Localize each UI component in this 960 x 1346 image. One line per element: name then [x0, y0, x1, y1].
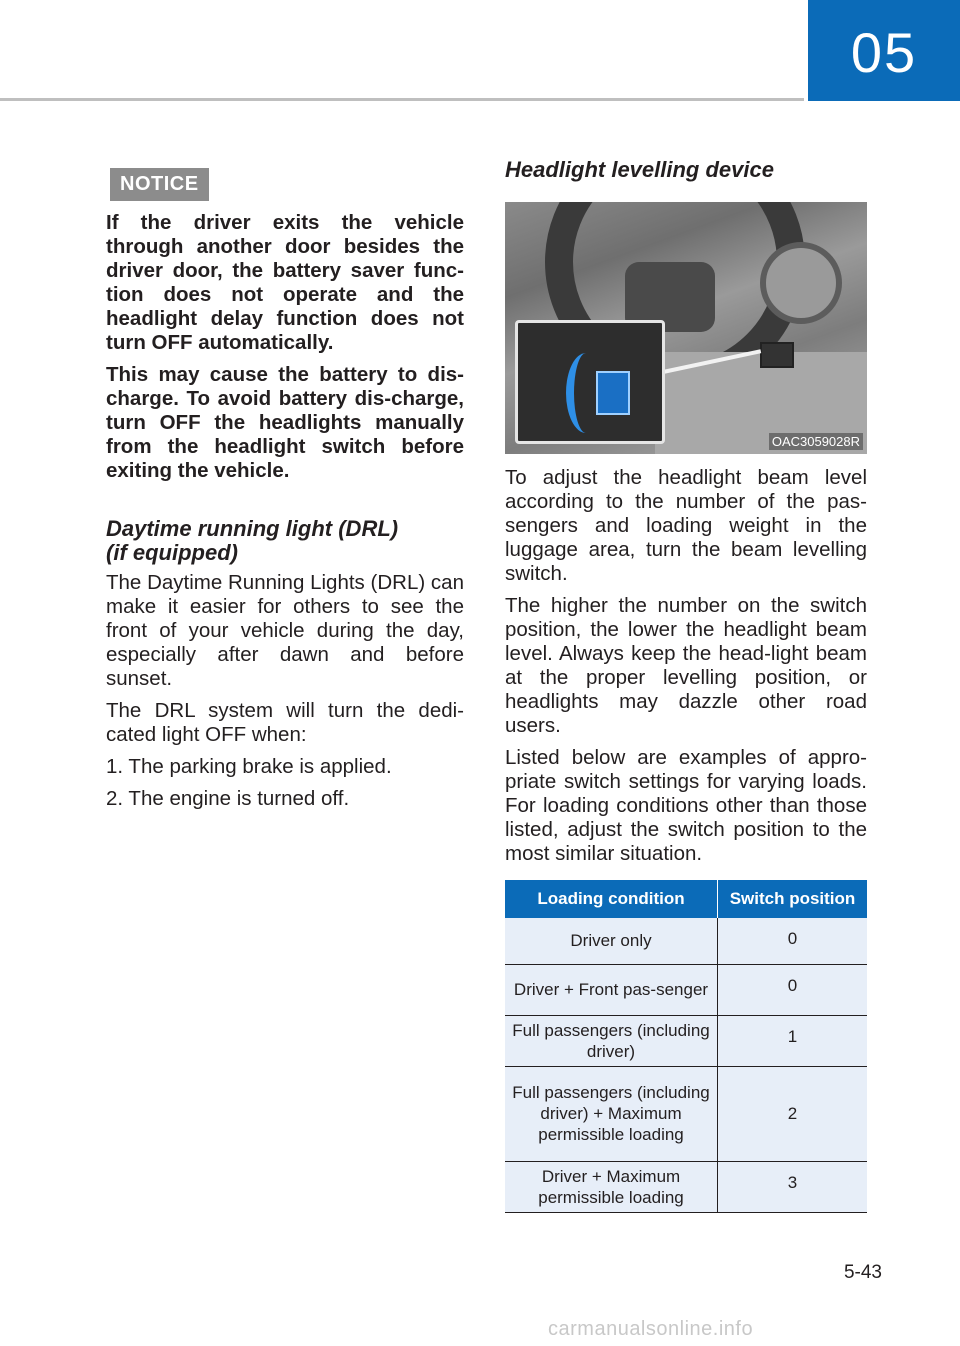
page-number: 5-43 [843, 1262, 882, 1283]
condition-cell: Driver + Front pas-senger [505, 964, 718, 1015]
header-loading-condition: Loading condition [505, 880, 718, 918]
levelling-dial-icon [596, 371, 630, 415]
levelling-heading: Headlight levelling device [505, 157, 774, 182]
drl-heading [106, 517, 464, 565]
table-row [505, 1066, 867, 1161]
condition-cell: Driver + Maximum permissible loading [505, 1161, 718, 1212]
watermark: carmanualsonline.info [548, 1318, 754, 1340]
notice-text [106, 211, 464, 483]
notice-paragraph: This may cause the battery to dis-charge. To avoid battery dis-charge, turn OFF the headlights manually from the headlight switch before exiting the vehicle. [106, 363, 464, 482]
chapter-tab: 05 [808, 0, 960, 101]
condition-cell: Full passengers (including driver) [505, 1015, 718, 1066]
loading-table [505, 880, 867, 1213]
drl-paragraph: The Daytime Running Lights (DRL) can make it easier for others to see the front of your vehicle during the day, especially after dawn and before sunset. [106, 571, 464, 690]
position-cell: 1 [718, 1015, 868, 1066]
notice-paragraph: If the driver exits the vehicle through another door besides the driver door, the battery saver func-tion does not operate and the headlight delay function does not turn OFF automatically. [106, 211, 464, 354]
levelling-body [505, 466, 867, 866]
table-row [505, 918, 867, 964]
notice-badge: NOTICE [110, 168, 209, 201]
air-vent-shape [760, 242, 842, 324]
levelling-switch-location [760, 342, 794, 368]
levelling-paragraph: The higher the number on the switch position, the lower the headlight beam level. Always keep the head-light beam at the proper levelling position, or headlights may dazzle other road users. [505, 594, 867, 737]
condition-cell: Driver only [505, 918, 718, 964]
position-cell: 0 [718, 964, 868, 1015]
switch-closeup-inset [515, 320, 665, 444]
drl-paragraph: The DRL system will turn the dedi-cated light OFF when: [106, 699, 464, 746]
table-header-row [505, 880, 867, 918]
levelling-paragraph: To adjust the headlight beam level according to the number of the pas-sengers and loading weight in the luggage area, turn the beam levelling switch. [505, 466, 867, 585]
levelling-switch-photo [505, 202, 867, 454]
table-row [505, 1015, 867, 1066]
table-row [505, 964, 867, 1015]
drl-list-item: 2. The engine is turned off. [106, 787, 350, 810]
drl-body [106, 571, 464, 811]
right-column [505, 158, 867, 1213]
table-row [505, 1161, 867, 1212]
condition-cell: Full passengers (including driver) + Maximum permissible loading [505, 1066, 718, 1161]
drl-heading-line1: Daytime running light (DRL) [106, 516, 399, 541]
image-code: OAC3059028R [769, 433, 863, 450]
left-column [106, 168, 464, 819]
header-switch-position: Switch position [718, 880, 868, 918]
position-cell: 0 [718, 918, 868, 964]
position-cell: 2 [718, 1066, 868, 1161]
drl-list-item: 1. The parking brake is applied. [106, 755, 392, 778]
drl-heading-line2: (if equipped) [106, 540, 238, 565]
position-cell: 3 [718, 1161, 868, 1212]
levelling-paragraph: Listed below are examples of appro-priate switch settings for varying loads. For loading conditions other than those listed, adjust the switch position to the most similar situation. [505, 746, 867, 865]
header-rule [0, 98, 804, 101]
